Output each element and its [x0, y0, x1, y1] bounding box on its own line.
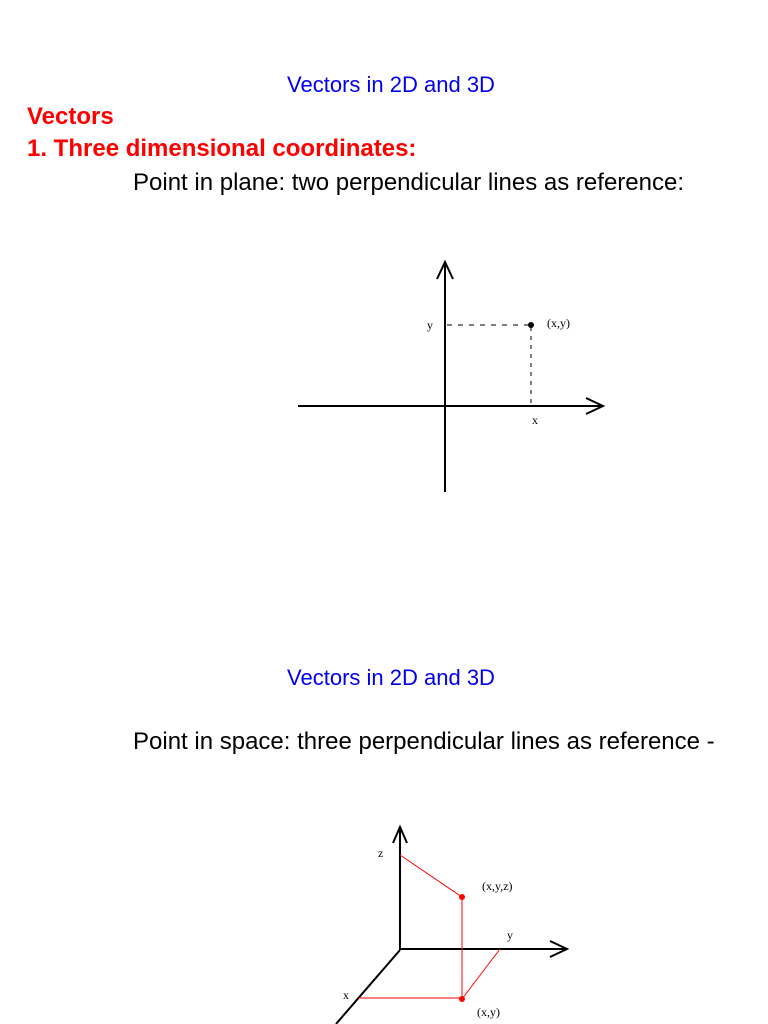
paragraph-point-in-plane: Point in plane: two perpendicular lines as reference:: [133, 169, 684, 196]
projection-line-z: [400, 855, 462, 897]
diagram-2d-coordinates: [290, 255, 620, 500]
projection-line-y: [462, 949, 500, 999]
section-heading-coordinates: 1. Three dimensional coordinates:: [27, 135, 417, 162]
section-heading-vectors: Vectors: [27, 103, 114, 130]
projection-point-marker: [459, 996, 465, 1002]
point-marker-3d: [459, 894, 465, 900]
x-label-3d: x: [343, 988, 349, 1002]
y-label-3d: y: [507, 928, 513, 942]
point-label: (x,y): [547, 316, 570, 330]
projection-label: (x,y): [477, 1005, 500, 1019]
x-axis-3d: [336, 950, 400, 1024]
point-marker: [528, 322, 534, 328]
page-title: Vectors in 2D and 3D: [287, 72, 495, 97]
x-label: x: [532, 413, 538, 427]
y-label: y: [427, 318, 433, 332]
z-label: z: [378, 846, 384, 860]
page-title-2: Vectors in 2D and 3D: [287, 665, 495, 690]
paragraph-point-in-space: Point in space: three perpendicular lines as reference -: [133, 728, 715, 755]
diagram-3d-coordinates: [330, 820, 580, 1024]
point-label-3d: (x,y,z): [482, 879, 513, 893]
